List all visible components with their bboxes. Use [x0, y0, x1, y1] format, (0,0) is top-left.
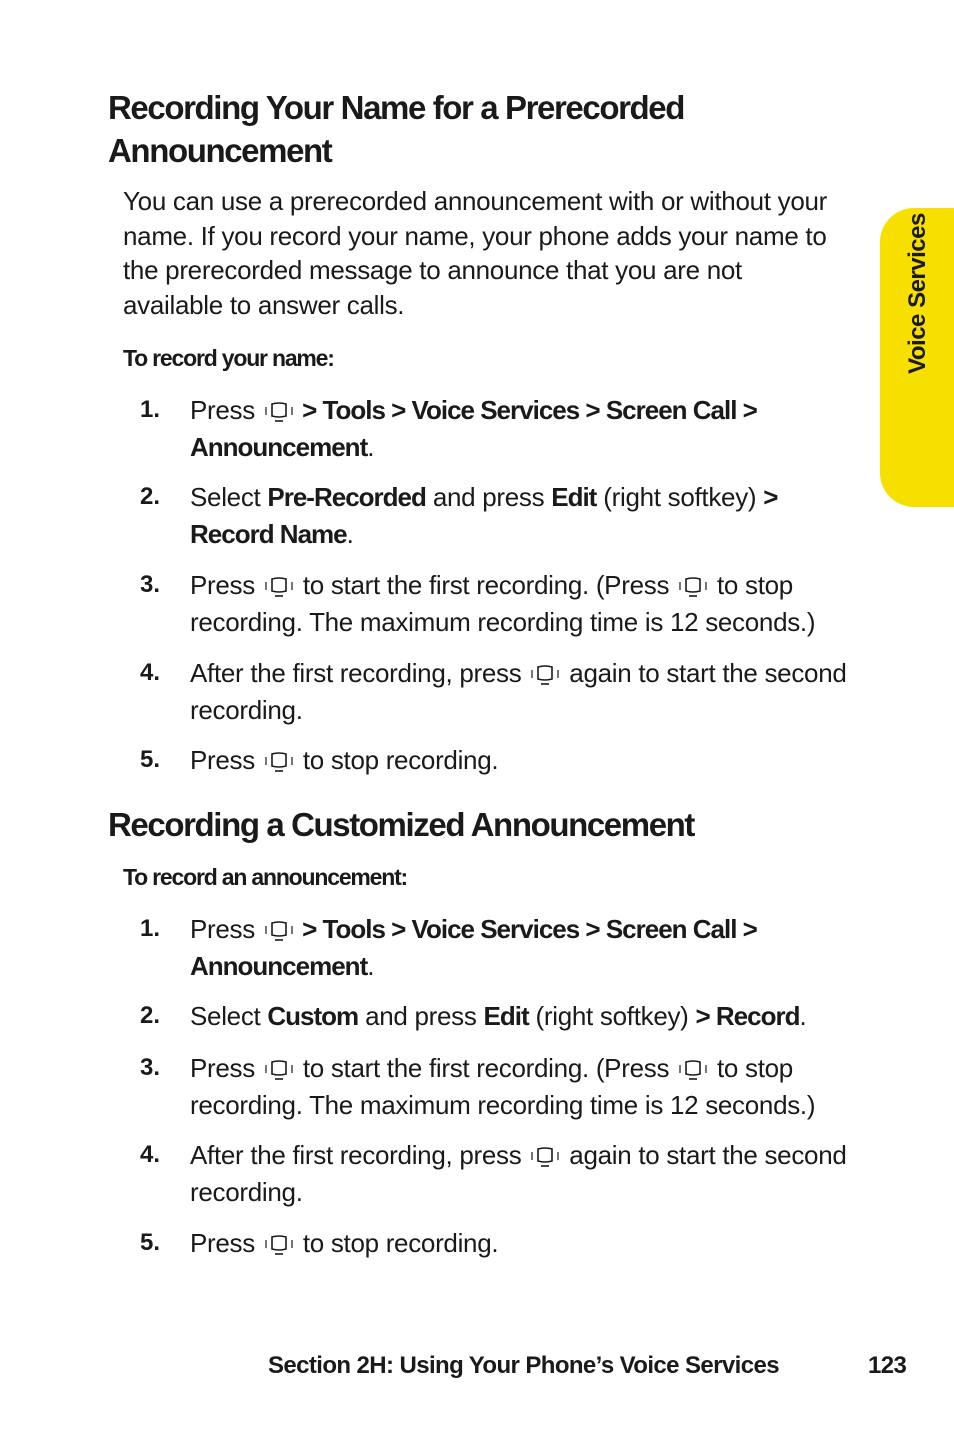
- menu-ok-key-icon: [678, 574, 708, 598]
- step-text: [190, 655, 858, 728]
- step-text: [190, 911, 858, 984]
- step-text-fragment: (right softkey): [528, 1001, 696, 1031]
- step-text-fragment: Press: [190, 1228, 262, 1258]
- step-text: [190, 1137, 858, 1210]
- step-text-fragment: Select: [190, 482, 268, 512]
- step-text-fragment: to start the first recording. (Press: [295, 1053, 677, 1083]
- step-text-fragment: After the first recording, press: [190, 658, 529, 688]
- menu-ok-key-icon: [530, 1144, 560, 1168]
- step-text-fragment: to stop recording. The maximum recording time is 12 seconds.): [190, 1053, 816, 1120]
- step-text: [190, 479, 858, 552]
- menu-path-text: Edit: [483, 1001, 529, 1031]
- step-text-fragment: .: [346, 518, 354, 549]
- step-text-fragment: .: [367, 431, 375, 462]
- step-text: [190, 1050, 858, 1123]
- menu-ok-key-icon: [264, 399, 294, 423]
- menu-path-text: Pre-Recorded: [267, 482, 426, 512]
- menu-ok-key-icon: [264, 574, 294, 598]
- step-number: 4.: [140, 1141, 161, 1168]
- menu-path-text: Custom: [267, 1001, 359, 1031]
- step-text-fragment: again to start the second recording.: [190, 1140, 847, 1207]
- instructions-lead: To record your name:: [123, 345, 334, 371]
- menu-path-text: > Record: [695, 1001, 800, 1031]
- menu-ok-key-icon: [264, 918, 294, 942]
- step-number: 1.: [140, 915, 161, 942]
- step-text-fragment: (right softkey): [596, 482, 764, 512]
- step-text-fragment: .: [799, 1001, 807, 1031]
- step-text: [190, 1225, 858, 1262]
- step-text-fragment: to stop recording. The maximum recording time is 12 seconds.): [190, 570, 816, 637]
- menu-path-text: > Tools > Voice Services > Screen Call > Announcement: [190, 395, 757, 462]
- intro-paragraph: You can use a prerecorded announcement with or without your name. If you record your name, your phone adds your name to the prerecorded message to announce that you are not available to answer calls.: [123, 186, 828, 320]
- step-number: 5.: [140, 746, 161, 773]
- step-text-fragment: Press: [190, 914, 262, 944]
- step-number: 2.: [140, 483, 161, 510]
- instructions-lead: To record an announcement:: [123, 864, 408, 890]
- step-number: 5.: [140, 1229, 161, 1256]
- menu-ok-key-icon: [264, 749, 294, 773]
- step-number: 4.: [140, 659, 161, 686]
- step-text-fragment: to stop recording.: [295, 745, 499, 775]
- step-text-fragment: and press: [358, 1001, 484, 1031]
- step-text-fragment: .: [367, 950, 375, 981]
- step-text: [190, 998, 858, 1035]
- step-number: 3.: [140, 1054, 161, 1081]
- step-text: [190, 567, 858, 640]
- menu-ok-key-icon: [264, 1057, 294, 1081]
- step-text-fragment: Press: [190, 570, 262, 600]
- section-title-customized: Recording a Customized Announcement: [108, 806, 694, 843]
- step-text-fragment: and press: [425, 482, 552, 512]
- step-number: 3.: [140, 571, 161, 598]
- step-number: 1.: [140, 396, 161, 423]
- step-text: [190, 392, 858, 465]
- step-text-fragment: Press: [190, 1053, 262, 1083]
- step-text-fragment: Select: [190, 1001, 268, 1031]
- step-text-fragment: Press: [190, 745, 262, 775]
- menu-ok-key-icon: [678, 1057, 708, 1081]
- step-text: [190, 742, 858, 779]
- step-text-fragment: After the first recording, press: [190, 1140, 529, 1170]
- menu-path-text: > Tools > Voice Services > Screen Call > Announcement: [190, 914, 757, 981]
- menu-path-text: Edit: [551, 482, 597, 512]
- section-title-prerecorded: Recording Your Name for a Prerecorded Announcement: [108, 89, 684, 169]
- menu-ok-key-icon: [264, 1232, 294, 1256]
- side-tab-label: Voice Services: [904, 213, 931, 374]
- step-text-fragment: to start the first recording. (Press: [295, 570, 677, 600]
- menu-path-text: > Record Name: [190, 482, 778, 549]
- page-number: 123: [868, 1352, 907, 1379]
- step-number: 2.: [140, 1002, 161, 1029]
- step-text-fragment: again to start the second recording.: [190, 658, 847, 725]
- step-text-fragment: Press: [190, 395, 262, 425]
- footer-section-title: Section 2H: Using Your Phone’s Voice Services: [268, 1352, 779, 1379]
- step-text-fragment: to stop recording.: [295, 1228, 499, 1258]
- menu-ok-key-icon: [530, 662, 560, 686]
